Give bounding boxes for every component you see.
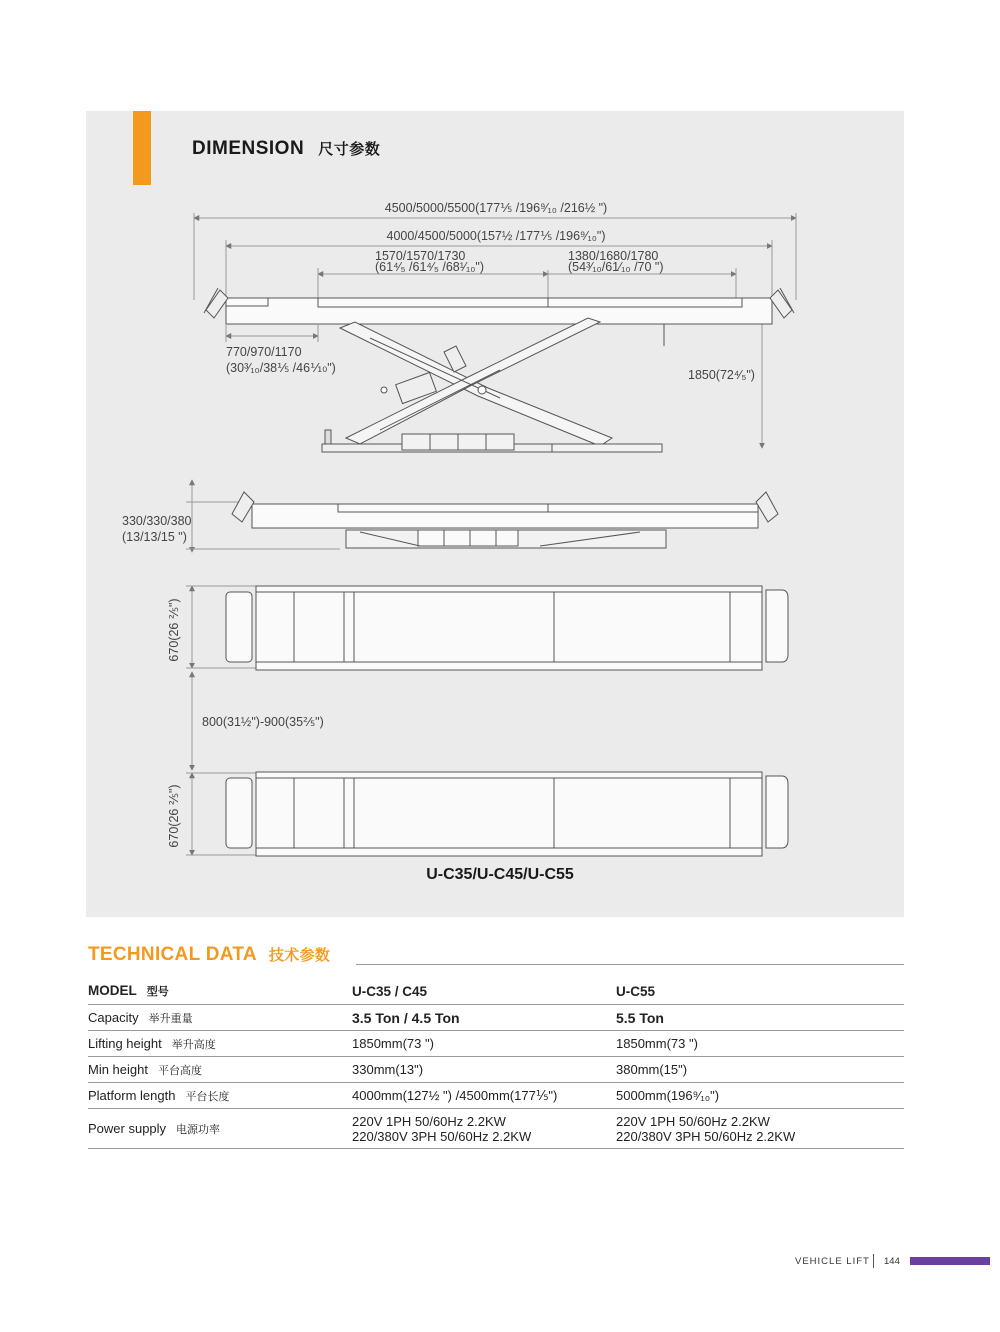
row-col2: 1850mm(73 ") [616, 1031, 904, 1057]
row-col2: 5000mm(196⁹⁄₁₀") [616, 1083, 904, 1109]
row-label-cn: 平台长度 [185, 1090, 230, 1103]
dim-width-top: 670(26 ⅖") [167, 598, 181, 662]
spec-header-col2: U-C55 [616, 978, 904, 1005]
dim-ramp-length: 770/970/1170 [226, 345, 302, 359]
row-col2: 380mm(15") [616, 1057, 904, 1083]
dim-min-height: 330/330/380 [122, 514, 192, 528]
dim-front-seg: 1570/1570/1730 [375, 249, 466, 263]
footer-separator [873, 1254, 874, 1268]
footer-section: VEHICLE LIFT [795, 1256, 870, 1267]
lift-drawing [86, 111, 904, 917]
row-col1: 1850mm(73 ") [352, 1031, 616, 1057]
dim-rear-seg: 1380/1680/1780 [568, 249, 659, 263]
row-label: Platform length [88, 1087, 176, 1103]
power-col1-line2: 220/380V 3PH 50/60Hz 2.2KW [352, 1128, 532, 1144]
row-col1: 3.5 Ton / 4.5 Ton [352, 1005, 616, 1031]
technical-title [88, 944, 330, 966]
spec-header-col1: U-C35 / C45 [352, 978, 616, 1005]
footer-bar [910, 1257, 990, 1265]
row-label: Capacity [88, 1009, 139, 1025]
row-label-cn: 电源功率 [176, 1123, 221, 1136]
technical-title-cn: 技术参数 [268, 947, 331, 964]
dimension-title-en: DIMENSION [192, 138, 305, 159]
row-col1: 4000mm(127½ ") /4500mm(177⅕") [352, 1083, 616, 1109]
row-col1: 330mm(13") [352, 1057, 616, 1083]
model-label: U-C35/U-C45/U-C55 [426, 866, 574, 883]
row-label: Power supply [88, 1120, 167, 1136]
power-col1-line1: 220V 1PH 50/60Hz 2.2KW [352, 1113, 506, 1129]
dim-lift-height: 1850(72⁴⁄₅") [688, 368, 755, 382]
row-label: Min height [88, 1061, 148, 1077]
row-col2: 5.5 Ton [616, 1005, 904, 1031]
row-label: Lifting height [88, 1035, 162, 1051]
dim-rear-seg-in: (54³⁄₁₀/61⁄₁₀ /70 ") [568, 260, 664, 274]
power-col2-line2: 220/380V 3PH 50/60Hz 2.2KW [616, 1128, 796, 1144]
table-row [88, 1083, 904, 1109]
technical-rule [356, 964, 904, 965]
dim-front-seg-in: (61⁴⁄₅ /61⁴⁄₅ /68¹⁄₁₀") [375, 260, 485, 274]
spec-header-label: MODEL [88, 983, 137, 998]
spec-table [88, 978, 904, 1149]
row-label-cn: 举升重量 [148, 1012, 193, 1025]
dim-platform-length: 4000/4500/5000(157½ /177⅕ /196⁹⁄₁₀") [386, 229, 606, 243]
spec-header-row [88, 978, 904, 1005]
dim-overall-length: 4500/5000/5500(177⅕ /196⁹⁄₁₀ /216½ ") [384, 201, 608, 215]
dim-width-bottom: 670(26 ⅖") [167, 784, 181, 848]
table-row [88, 1057, 904, 1083]
dim-gap: 800(31½")-900(35⅖") [202, 715, 324, 729]
row-label-cn: 平台高度 [157, 1064, 202, 1077]
technical-title-en: TECHNICAL DATA [88, 944, 257, 965]
table-row-power [88, 1109, 904, 1149]
dimension-title-cn: 尺寸参数 [318, 141, 381, 158]
dim-ramp-length-in: (30³⁄₁₀/38⅕ /46⅒") [226, 361, 336, 375]
table-row [88, 1031, 904, 1057]
footer-page-number: 144 [884, 1256, 900, 1267]
spec-header-label-cn: 型号 [146, 986, 169, 998]
row-label-cn: 举升高度 [171, 1038, 216, 1051]
table-row [88, 1005, 904, 1031]
power-col2-line1: 220V 1PH 50/60Hz 2.2KW [616, 1113, 770, 1129]
dim-min-height-in: (13/13/15 ") [122, 530, 187, 544]
